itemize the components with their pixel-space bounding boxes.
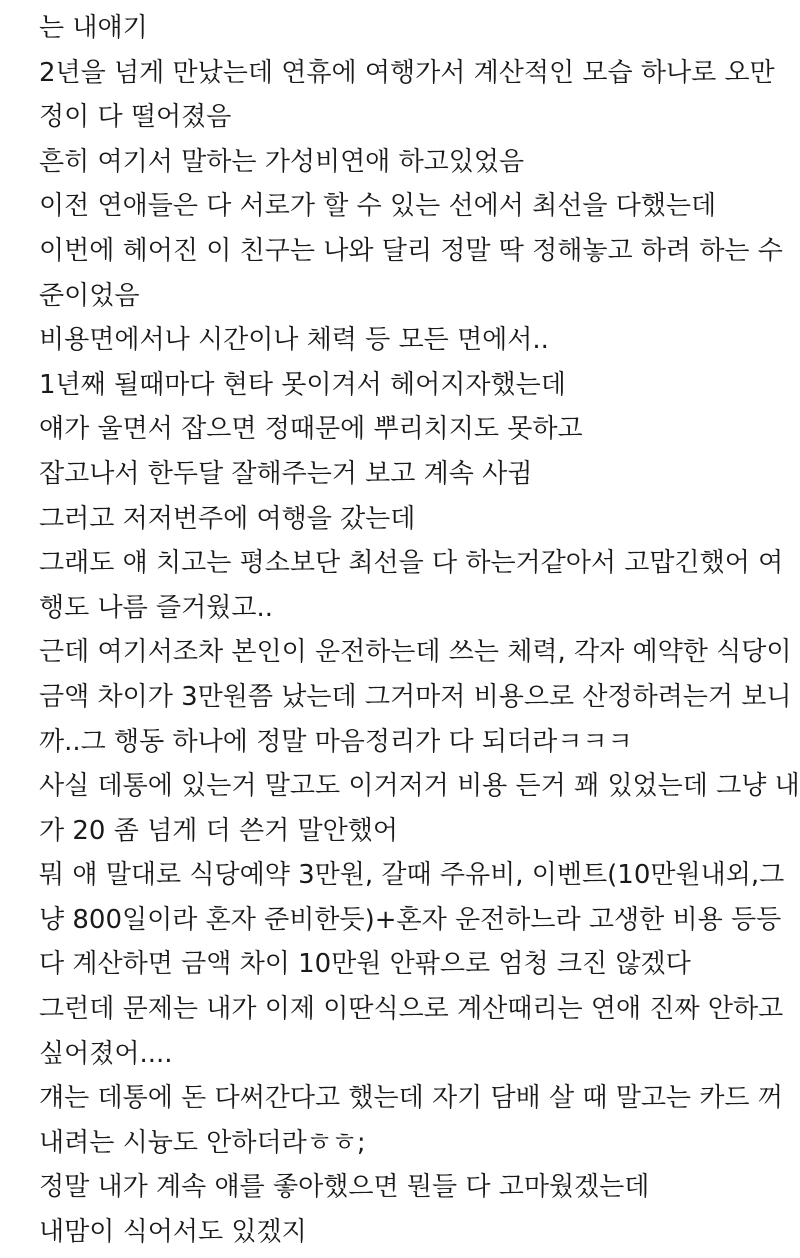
text-line: 뭐 얘 말대로 식당예약 3만원, 갈때 주유비, 이벤트(10만원내외,그 <box>39 860 785 891</box>
text-line: 2년을 넘게 만났는데 연휴에 여행가서 계산적인 모습 하나로 오만 <box>39 57 775 88</box>
text-line: 정말 내가 계속 얘를 좋아했으면 뭔들 다 고마웠겠는데 <box>39 1172 650 1203</box>
text-line: 이전 연애들은 다 서로가 할 수 있는 선에서 최선을 다했는데 <box>39 191 717 222</box>
text-line: 는 내얘기 <box>39 13 148 43</box>
text-line: 싶어졌어.... <box>39 1038 173 1069</box>
text-line: 금액 차이가 3만원쯤 났는데 그거마저 비용으로 산정하려는거 보니 <box>39 681 792 712</box>
text-line: 사실 데통에 있는거 말고도 이거저거 비용 든거 꽤 있었는데 그냥 내 <box>39 771 800 802</box>
text-line: 근데 여기서조차 본인이 운전하는데 쓰는 체력, 각자 예약한 식당이 <box>39 637 792 668</box>
text-line: 정이 다 떨어졌음 <box>39 102 232 133</box>
text-line: 그러고 저저번주에 여행을 갔는데 <box>39 503 416 534</box>
post-body <box>39 6 800 1255</box>
text-line: 비용면에서나 시간이나 체력 등 모든 면에서.. <box>39 325 549 356</box>
text-line: 그런데 문제는 내가 이제 이딴식으로 계산때리는 연애 진짜 안하고 <box>39 994 784 1025</box>
text-line: 걔는 데통에 돈 다써간다고 했는데 자기 담배 살 때 말고는 카드 꺼 <box>39 1083 783 1114</box>
text-line: 냥 800일이라 혼자 준비한듯)+혼자 운전하느라 고생한 비용 등등 <box>39 904 782 935</box>
text-line: 1년째 될때마다 현타 못이겨서 헤어지자했는데 <box>39 369 566 400</box>
text-line: 내맘이 식어서도 있겠지 <box>39 1217 307 1248</box>
text-line: 흔히 여기서 말하는 가성비연애 하고있었음 <box>39 146 525 177</box>
text-line: 내려는 시늉도 안하더라ㅎㅎ; <box>39 1127 366 1158</box>
text-line: 이번에 헤어진 이 친구는 나와 달리 정말 딱 정해놓고 하려 하는 수 <box>39 235 783 266</box>
text-line: 얘가 울면서 잡으면 정때문에 뿌리치지도 못하고 <box>39 414 583 445</box>
text-line: 가 20 좀 넘게 더 쓴거 말안했어 <box>39 815 398 846</box>
text-line: 행도 나름 즐거웠고.. <box>39 592 273 623</box>
text-line: 그래도 얘 치고는 평소보단 최선을 다 하는거같아서 고맙긴했어 여 <box>39 548 784 579</box>
text-line: 준이었음 <box>39 280 140 311</box>
text-line: 까..그 행동 하나에 정말 마음정리가 다 되더라ㅋㅋㅋ <box>39 726 633 757</box>
text-line: 잡고나서 한두달 잘해주는거 보고 계속 사귐 <box>39 458 533 489</box>
text-line: 다 계산하면 금액 차이 10만원 안팎으로 엄청 크진 않겠다 <box>39 949 691 980</box>
